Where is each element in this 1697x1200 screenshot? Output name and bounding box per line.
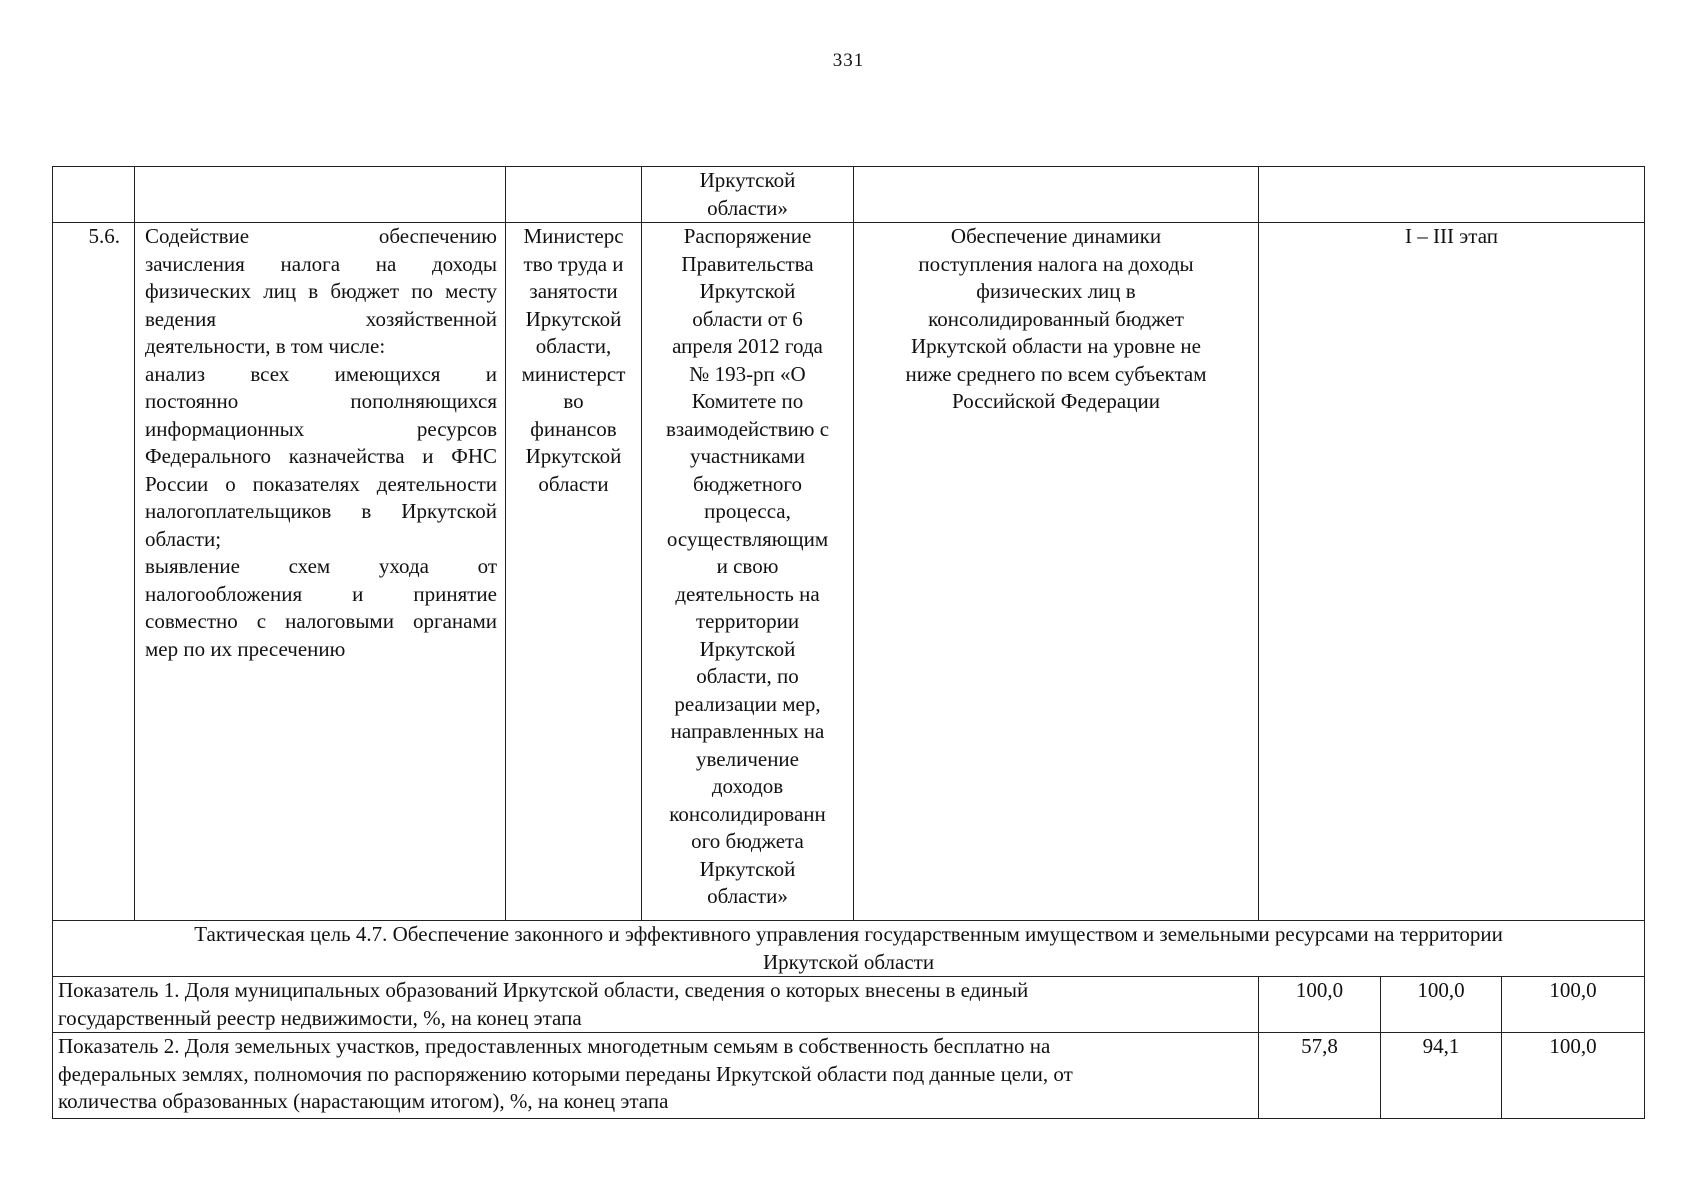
description-line: мер по их пресечению <box>145 636 346 661</box>
description-line: России о показателях деятельности <box>145 471 497 496</box>
cont-num-cell <box>53 167 135 223</box>
indicator-value-stage-3: 100,0 <box>1502 977 1645 1033</box>
description-line: деятельности, в том числе: <box>145 334 386 358</box>
cont-stage-cell <box>1259 167 1645 223</box>
cont-result-cell <box>854 167 1259 223</box>
indicator-row-2 <box>53 1033 1645 1119</box>
measures-table <box>52 166 1645 1119</box>
measure-number: 5.6. <box>53 223 135 921</box>
tactical-goal-row <box>53 921 1645 977</box>
cont-executor-cell <box>506 167 642 223</box>
measure-executor: Министерс тво труда и занятости Иркутской области, министерст во финансов Иркутской области <box>506 223 642 921</box>
measure-document: Распоряжение Правительства Иркутской области от 6 апреля 2012 года № 193-рп «О Комитете по взаимодействию с участниками бюджетного процесса, осуществляющим и свою деятельность на территории Иркутской области, по реализации мер, направленных на увеличение доходов консолидированн ого бюджета Иркутской области» <box>642 223 854 921</box>
continuation-row <box>53 167 1645 223</box>
description-line: анализ всех имеющихся и <box>145 361 497 386</box>
description-line: выявление схем ухода от <box>145 554 497 578</box>
description-line: Содействие обеспечению <box>145 224 497 248</box>
tactical-goal-text: Тактическая цель 4.7. Обеспечение законного и эффективного управления государственным имуществом и земельными ресурсами на территории Иркутской области <box>53 921 1645 977</box>
description-line: постоянно пополняющихся <box>145 389 497 413</box>
description-line: налогообложения и принятие <box>145 581 497 606</box>
indicator-value-stage-3: 100,0 <box>1502 1033 1645 1119</box>
description-line: информационных ресурсов <box>145 416 497 441</box>
description-line: физических лиц в бюджет по месту <box>145 279 497 303</box>
measure-stage: I – III этап <box>1259 223 1645 921</box>
measure-row-5-6 <box>53 223 1645 921</box>
indicator-row-1 <box>53 977 1645 1033</box>
measure-result: Обеспечение динамики поступления налога на доходы физических лиц в консолидированный бюджет Иркутской области на уровне не ниже среднего по всем субъектам Российской Федерации <box>854 223 1259 921</box>
description-line: ведения хозяйственной <box>145 306 497 331</box>
indicator-value-stage-1: 57,8 <box>1259 1033 1381 1119</box>
description-line: Федерального казначейства и ФНС <box>145 444 497 468</box>
indicator-value-stage-2: 94,1 <box>1381 1033 1502 1119</box>
description-line: налогоплательщиков в Иркутской <box>145 499 497 523</box>
indicator-value-stage-1: 100,0 <box>1259 977 1381 1033</box>
page-number: 331 <box>832 50 865 71</box>
cont-document-cell: Иркутской области» <box>642 167 854 223</box>
measure-description <box>135 223 506 921</box>
cont-desc-cell <box>135 167 506 223</box>
description-line: области; <box>145 526 222 551</box>
indicator-text: Показатель 1. Доля муниципальных образований Иркутской области, сведения о которых внесены в единый государственный реестр недвижимости, %, на конец этапа <box>53 977 1259 1033</box>
description-line: совместно с налоговыми органами <box>145 609 497 633</box>
indicator-value-stage-2: 100,0 <box>1381 977 1502 1033</box>
description-line: зачисления налога на доходы <box>145 251 497 276</box>
indicator-text: Показатель 2. Доля земельных участков, предоставленных многодетным семьям в собственность бесплатно на федеральных землях, полномочия по распоряжению которыми переданы Иркутской области под данные цели, от количества образованных (нарастающим итогом), %, на конец этапа <box>53 1033 1259 1119</box>
